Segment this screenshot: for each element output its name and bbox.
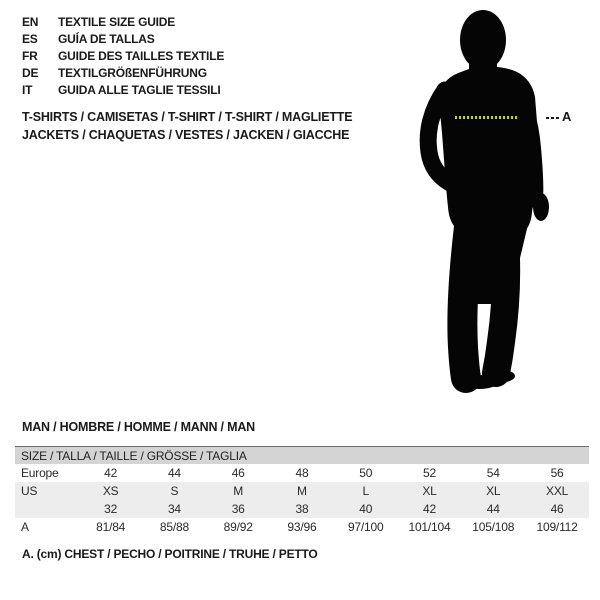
table-cell: 42 xyxy=(398,500,462,518)
language-label: TEXTILE SIZE GUIDE xyxy=(58,15,176,29)
language-row xyxy=(22,48,224,65)
language-code: FR xyxy=(22,49,38,63)
size-table-header-row xyxy=(15,447,589,465)
row-label: Europe xyxy=(21,466,59,480)
language-code: ES xyxy=(22,32,38,46)
row-label xyxy=(15,500,79,518)
table-cell: 46 xyxy=(231,466,245,480)
row-label: A xyxy=(21,520,29,534)
table-cell: XS xyxy=(79,482,143,500)
table-cell: 48 xyxy=(295,466,309,480)
chest-measure-line-icon xyxy=(455,116,517,119)
size-table-header: SIZE / TALLA / TAILLE / GRÖSSE / TAGLIA xyxy=(15,447,589,465)
table-cell: 38 xyxy=(270,500,334,518)
table-cell: 85/88 xyxy=(159,520,189,534)
table-cell: 32 xyxy=(79,500,143,518)
row-label: US xyxy=(15,482,79,500)
table-row-us-numeric xyxy=(15,500,589,518)
table-cell: 50 xyxy=(359,466,373,480)
language-code: DE xyxy=(22,66,39,80)
table-cell: XXL xyxy=(525,482,589,500)
table-cell: 93/96 xyxy=(287,520,317,534)
gender-section-title: MAN / HOMBRE / HOMME / MANN / MAN xyxy=(22,420,255,434)
table-cell: 52 xyxy=(423,466,436,480)
measurement-footnote: A. (cm) CHEST / PECHO / POITRINE / TRUHE / PETTO xyxy=(22,547,318,561)
table-cell: 42 xyxy=(104,466,118,480)
table-cell: 40 xyxy=(334,500,398,518)
language-label: TEXTILGRÖßENFÜHRUNG xyxy=(58,66,207,80)
table-cell: XL xyxy=(398,482,462,500)
measure-leader-dashes-icon xyxy=(546,117,560,119)
table-cell: 97/100 xyxy=(347,520,384,534)
language-row xyxy=(22,14,224,31)
table-row-chest-cm xyxy=(15,518,589,536)
table-cell: 34 xyxy=(143,500,207,518)
language-row xyxy=(22,65,224,82)
table-cell: 109/112 xyxy=(536,520,578,534)
size-table xyxy=(15,446,589,536)
table-cell: S xyxy=(143,482,207,500)
product-line-tshirts: T-SHIRTS / CAMISETAS / T-SHIRT / T-SHIRT / MAGLIETTE xyxy=(22,110,353,124)
table-cell: 56 xyxy=(550,466,564,480)
language-label: GUIDA ALLE TAGLIE TESSILI xyxy=(58,83,221,97)
table-cell: 36 xyxy=(206,500,270,518)
language-code: IT xyxy=(22,83,33,97)
table-cell: 81/84 xyxy=(96,520,126,534)
table-cell: M xyxy=(206,482,270,500)
product-category-lines xyxy=(22,108,352,144)
table-cell: L xyxy=(334,482,398,500)
language-row xyxy=(22,31,224,48)
language-row xyxy=(22,82,224,99)
product-line-jackets: JACKETS / CHAQUETAS / VESTES / JACKEN / GIACCHE xyxy=(22,128,350,142)
table-cell: 44 xyxy=(461,500,525,518)
man-silhouette-figure xyxy=(405,2,595,402)
table-cell: XL xyxy=(461,482,525,500)
language-code: EN xyxy=(22,15,39,29)
table-row-europe xyxy=(15,464,589,482)
table-cell: 89/92 xyxy=(223,520,253,534)
table-cell: 101/104 xyxy=(408,520,451,534)
measure-point-a-label: A xyxy=(562,109,572,124)
table-cell: 105/108 xyxy=(472,520,515,534)
language-list xyxy=(22,14,224,99)
language-label: GUÍA DE TALLAS xyxy=(58,32,155,46)
table-cell: 46 xyxy=(525,500,589,518)
table-cell: 44 xyxy=(167,466,181,480)
table-row-us xyxy=(15,482,589,500)
language-label: GUIDE DES TAILLES TEXTILE xyxy=(58,49,225,63)
table-cell: 54 xyxy=(486,466,500,480)
table-cell: M xyxy=(270,482,334,500)
